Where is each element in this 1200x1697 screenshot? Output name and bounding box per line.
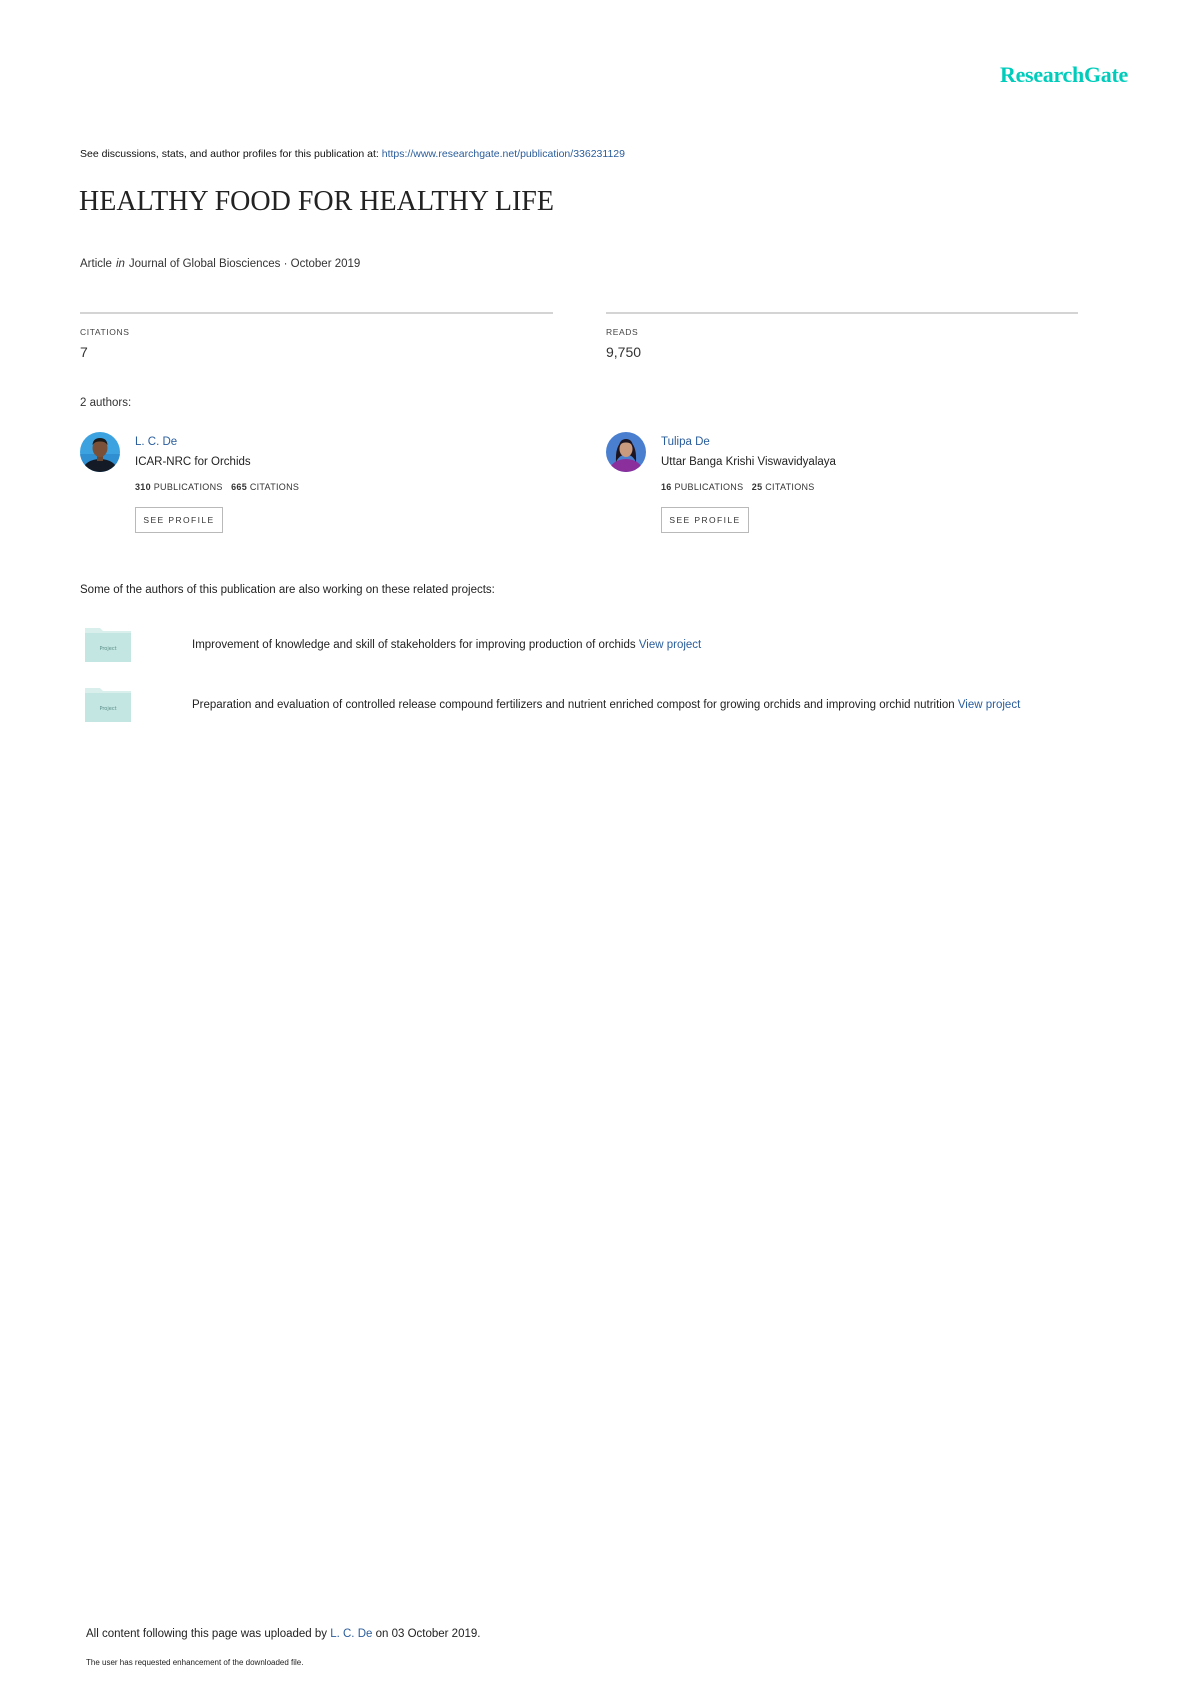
project-item [192,639,701,651]
related-projects-intro: Some of the authors of this publication are also working on these related projects: [80,584,495,596]
author-avatar[interactable] [606,432,646,472]
enhancement-note: The user has requested enhancement of the downloaded file. [86,1658,304,1667]
publications-count: 16 [661,482,672,492]
see-discussions-text: See discussions, stats, and author profiles for this publication at: [80,148,382,160]
project-item [192,699,1020,711]
project-folder-icon [85,626,131,662]
see-profile-button[interactable]: SEE PROFILE [135,507,223,533]
uploader-link[interactable]: L. C. De [330,1628,373,1640]
upload-suffix: on 03 October 2019. [372,1628,481,1640]
journal-date: Journal of Global Biosciences · October 2019 [128,258,361,270]
reads-divider [606,312,1078,314]
citations-label: CITATIONS [765,482,815,492]
reads-label: READS [606,327,639,337]
researchgate-logo[interactable]: ResearchGate [1000,62,1128,87]
author-institution: Uttar Banga Krishi Viswavidyalaya [661,456,836,468]
see-profile-button[interactable]: SEE PROFILE [661,507,749,533]
author-photo-icon [606,432,646,472]
author-name[interactable]: L. C. De [135,436,178,448]
author-name[interactable]: Tulipa De [661,436,710,448]
publications-count: 310 [135,482,151,492]
authors-label: 2 authors: [80,397,132,409]
author-stats [135,482,299,492]
article-meta [80,258,360,270]
author-stats [661,482,815,492]
author-photo-icon [80,432,120,472]
publication-link[interactable]: https://www.researchgate.net/publication/336231129 [381,148,625,160]
project-icon-label: Project [99,706,117,712]
project-description: Preparation and evaluation of controlled release compound fertilizers and nutrient enriched compost for growing orchids and improving orchid nutrition [192,699,958,711]
citations-label: CITATIONS [249,482,300,492]
article-title: HEALTHY FOOD FOR HEALTHY LIFE [79,186,554,217]
see-discussions-line [80,148,625,160]
author-institution: ICAR-NRC for Orchids [135,456,251,468]
publications-label: PUBLICATIONS [153,482,223,492]
citations-value: 7 [80,344,88,360]
project-icon-label: Project [99,646,117,652]
article-in-word: in [115,258,125,270]
upload-prefix: All content following this page was uploaded by [86,1628,331,1640]
view-project-link[interactable]: View project [638,639,702,651]
upload-note [86,1628,480,1640]
author-avatar[interactable] [80,432,120,472]
citations-count: 665 [231,482,248,492]
article-type: Article [80,258,112,270]
publications-label: PUBLICATIONS [674,482,744,492]
citations-divider [80,312,553,314]
reads-value: 9,750 [606,344,642,360]
view-project-link[interactable]: View project [957,699,1021,711]
project-folder-icon [85,686,131,722]
project-description: Improvement of knowledge and skill of stakeholders for improving production of orchids [192,639,639,651]
citations-label: CITATIONS [80,327,130,337]
citations-count: 25 [751,482,763,492]
